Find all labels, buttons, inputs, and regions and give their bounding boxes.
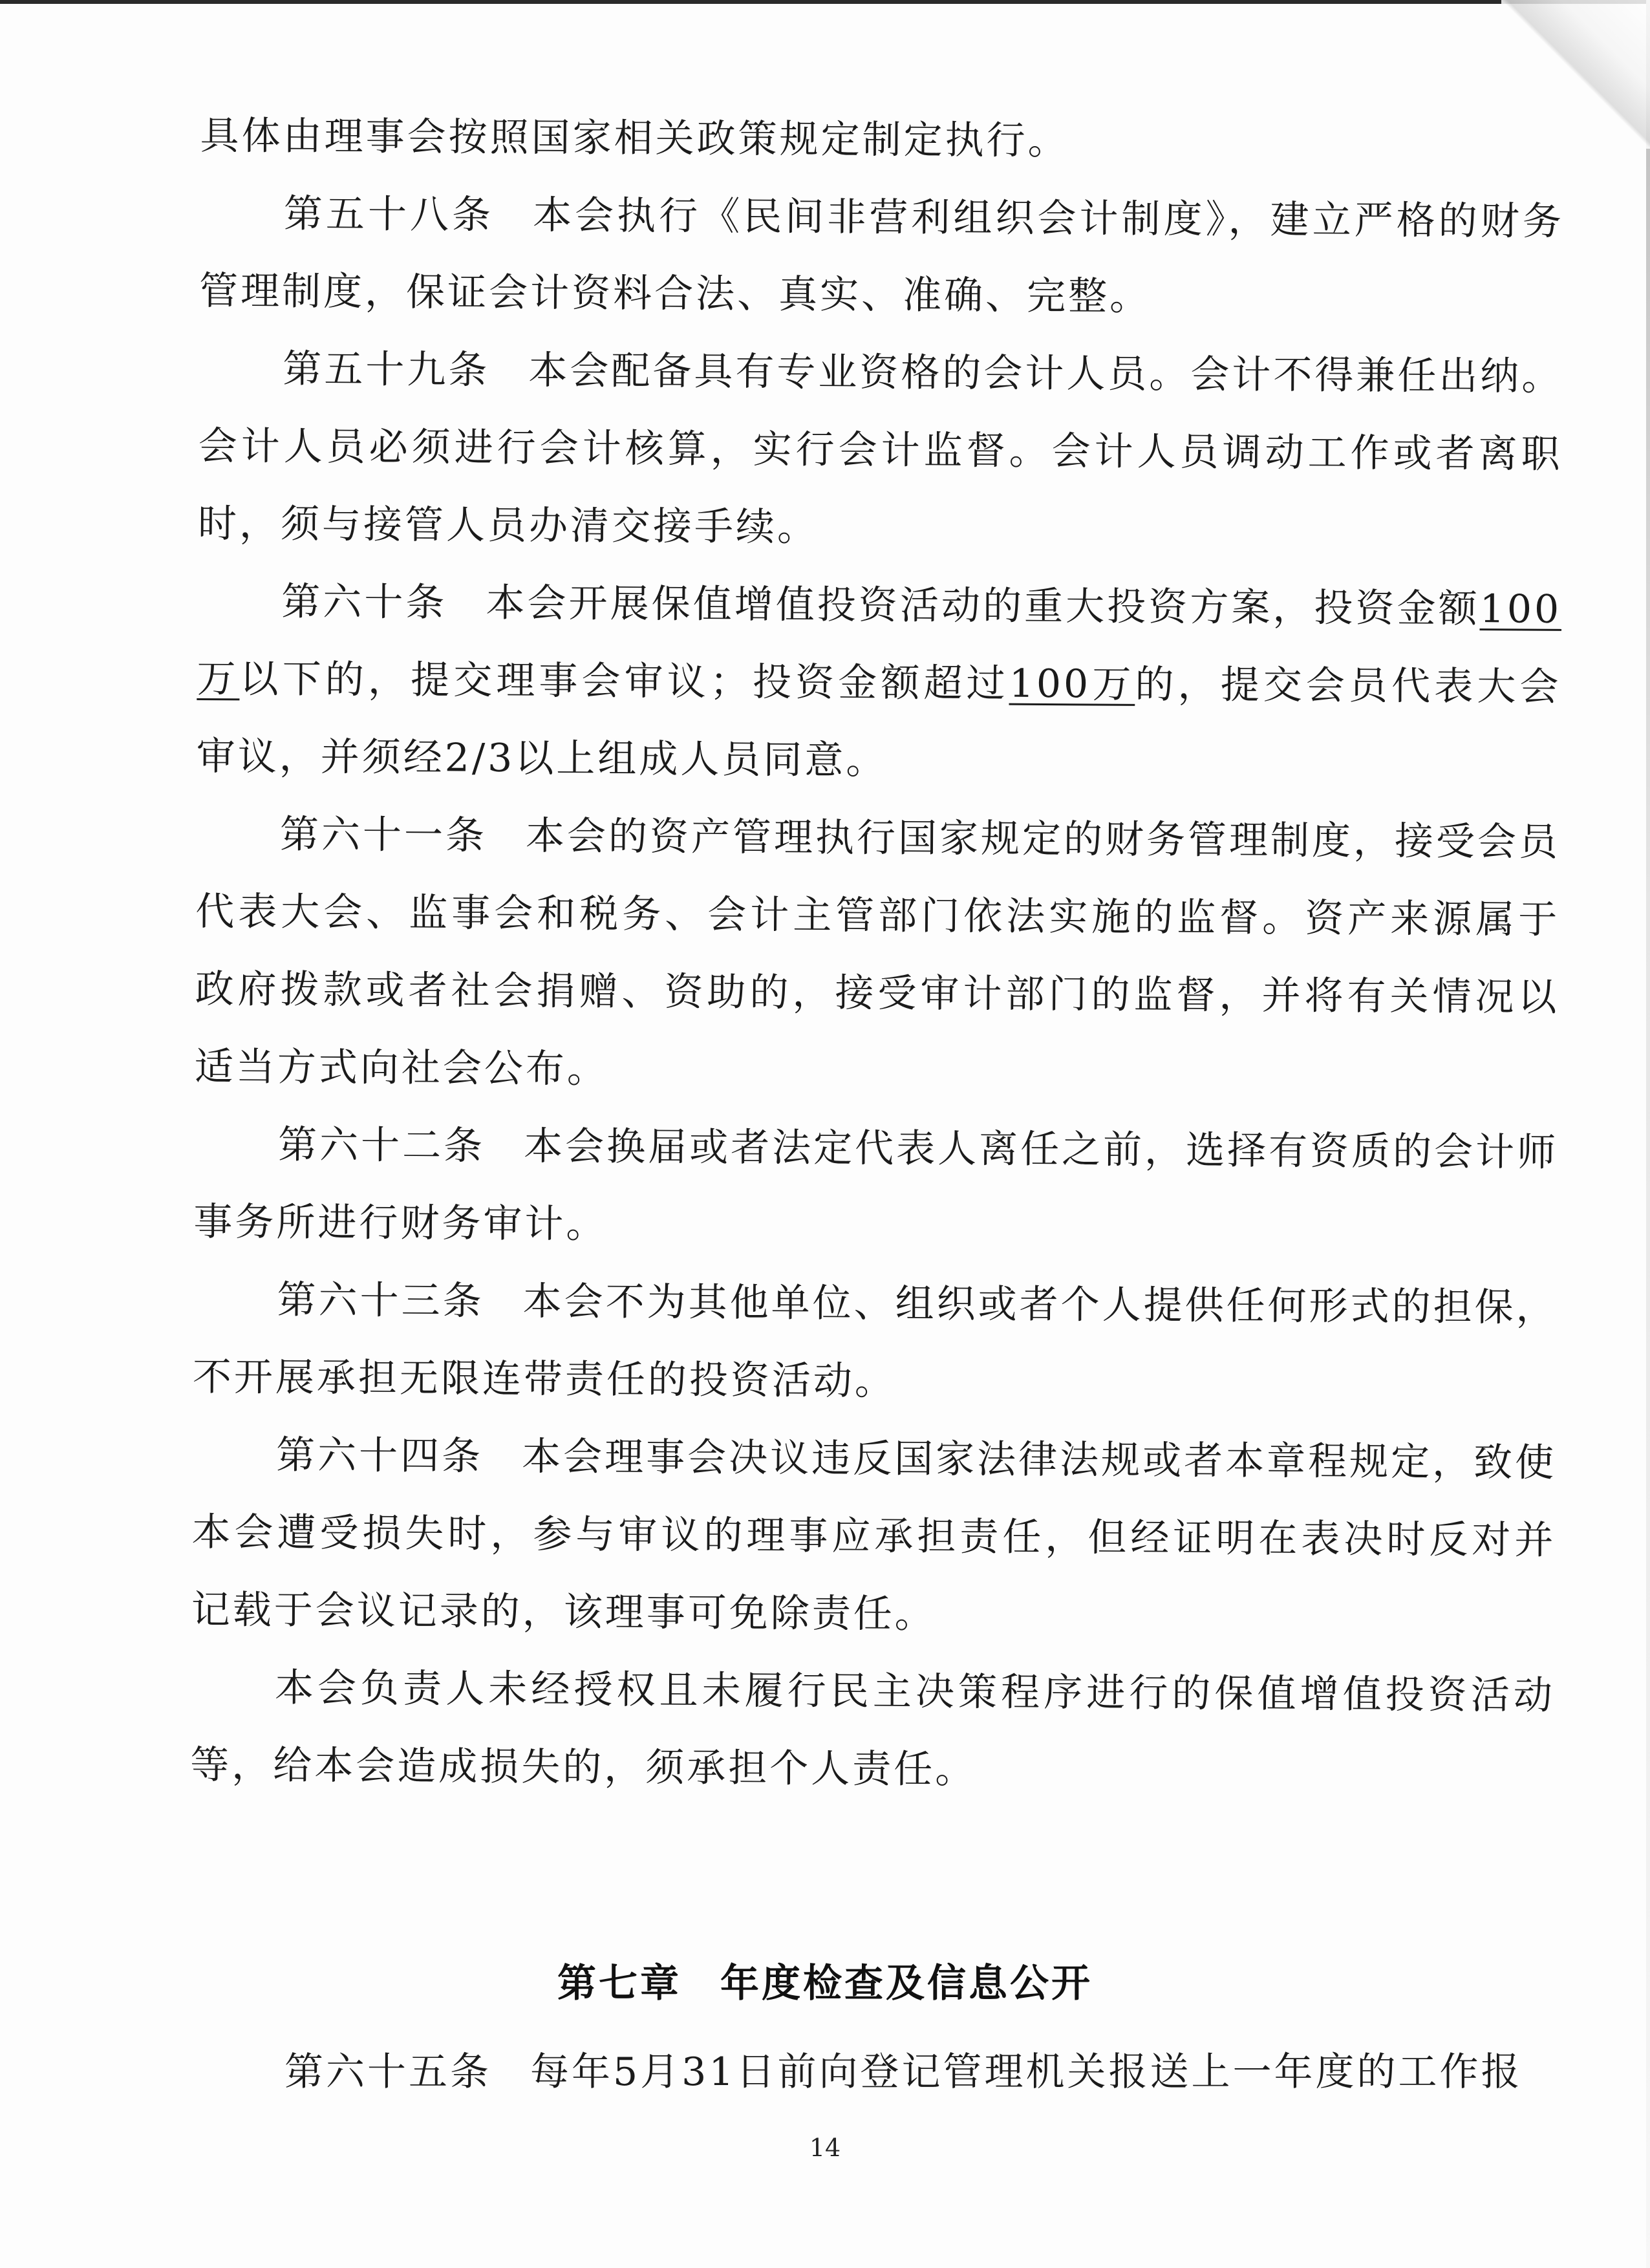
article-63 — [193, 1261, 1558, 1424]
underlined-amount: 100万 — [197, 586, 1562, 702]
article-number: 第六十五条 — [284, 2049, 491, 2095]
article-number: 第六十二条 — [277, 1122, 486, 1169]
article-text: 本会配备具有专业资格的会计人员。会计不得兼任出纳。会计人员必须进行会计核算，实行会计监督。会计人员调动工作或者离职时，须与接管人员办清交接手续。 — [197, 348, 1563, 550]
article-65 — [200, 2033, 1565, 2111]
article-text: 本会不为其他单位、组织或者个人提供任何形式的担保，不开展承担无限连带责任的投资活动。 — [192, 1279, 1558, 1404]
chapter-title: 年度检查及信息公开 — [720, 1961, 1093, 2006]
article-64-continued — [190, 1649, 1555, 1812]
page-number: 14 — [809, 2134, 841, 2162]
body-text — [190, 97, 1565, 1812]
underlined-amount: 100万 — [1009, 661, 1135, 707]
article-text: 本会理事会决议违反国家法律法规或者本章程规定，致使本会遭受损失时，参与审议的理事应承担责任，但经证明在表决时反对并记载于会议记录的，该理事可免除责任。 — [191, 1434, 1557, 1637]
chapter-number: 第七章 — [557, 1961, 681, 2006]
article-text: 本会的资产管理执行国家规定的财务管理制度，接受会员代表大会、监事会和税务、会计主管部门依法实施的监督。资产来源属于政府拨款或者社会捐赠、资助的，接受审计部门的监督，并将有关情况以适当方式向社会公布。 — [194, 813, 1561, 1092]
article-text: 本会执行《民间非营利组织会计制度》，建立严格的财务管理制度，保证会计资料合法、真实、准确、完整。 — [198, 193, 1565, 319]
article-number: 第六十一条 — [279, 811, 488, 859]
article-number: 第六十条 — [281, 579, 447, 626]
chapter-heading — [0, 1952, 1650, 2008]
article-text: 本会负责人未经授权且未履行民主决策程序进行的保值增值投资活动等，给本会造成损失的，须承担个人责任。 — [190, 1665, 1556, 1793]
article-59 — [198, 330, 1563, 571]
article-text: 每年5月31日前向登记管理机关报送上一年度的工作报 — [530, 2049, 1523, 2095]
paragraph-continuation — [200, 97, 1565, 183]
article-62 — [193, 1106, 1558, 1269]
scan-edge-right — [1646, 0, 1650, 2268]
article-text: 的，提交会员代表大会审议，并须经2/3以上组成人员同意。 — [196, 661, 1561, 784]
article-61 — [194, 795, 1560, 1114]
article-58 — [199, 175, 1564, 338]
paragraph-text: 具体由理事会按照国家相关政策规定制定执行。 — [200, 112, 1069, 164]
article-60 — [196, 562, 1561, 804]
article-number: 第五十九条 — [283, 346, 490, 393]
scan-edge — [0, 0, 1650, 4]
article-text: 本会换届或者法定代表人离任之前，选择有资质的会计师事务所进行财务审计。 — [193, 1124, 1559, 1247]
article-number: 第六十三条 — [277, 1277, 484, 1324]
article-number: 第六十四条 — [275, 1432, 484, 1479]
article-text: 本会开展保值增值投资活动的重大投资方案，投资金额 — [486, 580, 1480, 632]
article-text: 以下的，提交理事会审议；投资金额超过 — [239, 656, 1009, 707]
article-64 — [191, 1416, 1556, 1657]
article-number: 第五十八条 — [283, 191, 495, 238]
